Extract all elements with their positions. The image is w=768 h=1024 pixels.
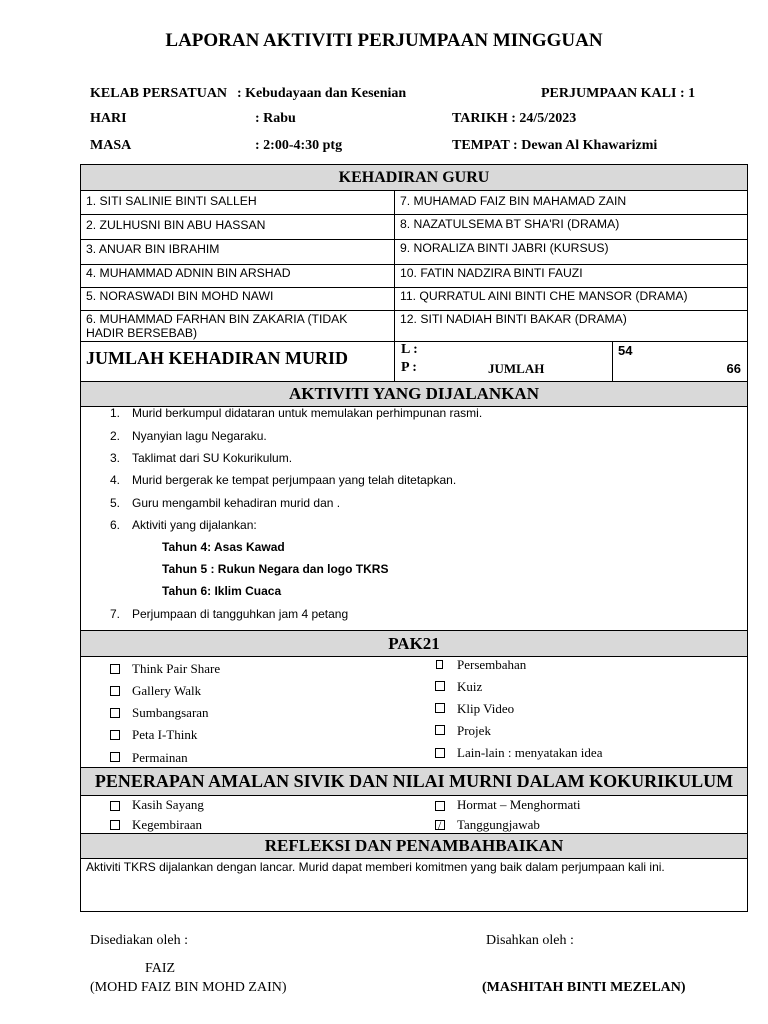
perjumpaan-kali: PERJUMPAAN KALI : 1 — [541, 86, 696, 101]
guru-1: 1. SITI SALINIE BINTI SALLEH — [86, 194, 257, 208]
checkbox-kegembiraan[interactable] — [110, 820, 120, 830]
checkbox-klip-video[interactable] — [435, 703, 445, 713]
masa-label: MASA — [90, 138, 132, 153]
kelab-label: KELAB PERSATUAN — [90, 86, 228, 101]
aktiviti-item-1: Murid berkumpul didataran untuk memulakan perhimpunan rasmi. — [132, 406, 483, 420]
jumlah-kehadiran-murid-label: JUMLAH KEHADIRAN MURID — [86, 348, 348, 368]
aktiviti-num-7: 7. — [110, 607, 121, 621]
report-title: LAPORAN AKTIVITI PERJUMPAAN MINGGUAN — [165, 30, 603, 51]
guru-9: 9. NORALIZA BINTI JABRI (KURSUS) — [400, 241, 609, 255]
tempat: TEMPAT : Dewan Al Khawarizmi — [452, 138, 658, 153]
guru-7: 7. MUHAMAD FAIZ BIN MAHAMAD ZAIN — [400, 194, 627, 208]
guru-6: 6. MUHAMMAD FARHAN BIN ZAKARIA (TIDAK — [86, 312, 348, 326]
kelab-value: : Kebudayaan dan Kesenian — [237, 86, 407, 101]
aktiviti-item-7: Perjumpaan di tangguhkan jam 4 petang — [132, 607, 349, 621]
aktiviti-num-3: 3. — [110, 451, 121, 465]
guru-11: 11. QURRATUL AINI BINTI CHE MANSOR (DRAMA) — [400, 289, 688, 303]
checkbox-peta-i-think[interactable] — [110, 730, 120, 740]
aktiviti-num-1: 1. — [110, 406, 121, 420]
guru-4: 4. MUHAMMAD ADNIN BIN ARSHAD — [86, 266, 291, 280]
preparer-full-name: (MOHD FAIZ BIN MOHD ZAIN) — [90, 980, 287, 995]
aktiviti-item-6: Aktiviti yang dijalankan: — [132, 518, 257, 532]
refleksi-heading: REFLEKSI DAN PENAMBAHBAIKAN — [81, 834, 747, 858]
masa-value: : 2:00-4:30 ptg — [255, 138, 343, 153]
tarikh: TARIKH : 24/5/2023 — [452, 111, 577, 126]
approver-name: (MASHITAH BINTI MEZELAN) — [482, 980, 686, 995]
aktiviti-num-4: 4. — [110, 473, 121, 487]
sivik-heading: PENERAPAN AMALAN SIVIK DAN NILAI MURNI DALAM KOKURIKULUM — [81, 768, 747, 795]
disediakan-label: Disediakan oleh : — [90, 933, 188, 948]
check-mark-icon: / — [438, 818, 442, 832]
guru-5: 5. NORASWADI BIN MOHD NAWI — [86, 289, 274, 303]
jumlah-label: JUMLAH — [488, 361, 545, 376]
aktiviti-num-5: 5. — [110, 496, 121, 510]
label-think-pair-share: Think Pair Share — [132, 661, 221, 676]
pak21-heading: PAK21 — [81, 631, 747, 656]
label-klip-video: Klip Video — [457, 701, 515, 716]
guru-12: 12. SITI NADIAH BINTI BAKAR (DRAMA) — [400, 312, 627, 326]
aktiviti-item-4: Murid bergerak ke tempat perjumpaan yang telah ditetapkan. — [132, 473, 457, 487]
l-value: 54 — [618, 343, 633, 358]
checkbox-kuiz[interactable] — [435, 681, 445, 691]
checkbox-projek[interactable] — [435, 725, 445, 735]
kehadiran-guru-heading: KEHADIRAN GURU — [81, 165, 747, 190]
preparer-short-name: FAIZ — [145, 961, 176, 976]
label-hormat-menghormati: Hormat – Menghormati — [457, 797, 581, 812]
checkbox-sumbangsaran[interactable] — [110, 708, 120, 718]
label-projek: Projek — [457, 723, 491, 738]
guru-8: 8. NAZATULSEMA BT SHA'RI (DRAMA) — [400, 217, 620, 231]
refleksi-text: Aktiviti TKRS dijalankan dengan lancar. Murid dapat memberi komitmen yang baik dalam perjumpaan kali ini. — [86, 860, 665, 874]
aktiviti-item-3: Taklimat dari SU Kokurikulum. — [132, 451, 293, 465]
label-lain-lain: Lain-lain : menyatakan idea — [457, 745, 603, 760]
guru-10: 10. FATIN NADZIRA BINTI FAUZI — [400, 266, 583, 280]
aktiviti-item-2: Nyanyian lagu Negaraku. — [132, 429, 267, 443]
tahun-4: Tahun 4: Asas Kawad — [162, 540, 285, 554]
l-label: L : — [401, 342, 418, 357]
hari-value: : Rabu — [255, 111, 296, 126]
aktiviti-num-6: 6. — [110, 518, 121, 532]
label-peta-i-think: Peta I-Think — [132, 727, 198, 742]
checkbox-persembahan[interactable] — [436, 660, 443, 669]
label-kegembiraan: Kegembiraan — [132, 817, 203, 832]
guru-2: 2. ZULHUSNI BIN ABU HASSAN — [86, 218, 266, 232]
label-sumbangsaran: Sumbangsaran — [132, 705, 209, 720]
hari-label: HARI — [90, 111, 127, 126]
disahkan-label: Disahkan oleh : — [486, 933, 574, 948]
checkbox-hormat-menghormati[interactable] — [435, 801, 445, 811]
checkbox-lain-lain[interactable] — [435, 748, 445, 758]
aktiviti-item-5: Guru mengambil kehadiran murid dan . — [132, 496, 341, 510]
label-persembahan: Persembahan — [457, 657, 527, 672]
label-tanggungjawab: Tanggungjawab — [457, 817, 540, 832]
checkbox-permainan[interactable] — [110, 752, 120, 762]
tahun-5: Tahun 5 : Rukun Negara dan logo TKRS — [162, 562, 389, 576]
checkbox-tanggungjawab[interactable] — [435, 820, 445, 830]
checkbox-kasih-sayang[interactable] — [110, 801, 120, 811]
label-permainan: Permainan — [132, 750, 188, 765]
report-table — [80, 164, 748, 912]
aktiviti-heading: AKTIVITI YANG DIJALANKAN — [81, 382, 747, 406]
label-gallery-walk: Gallery Walk — [132, 683, 202, 698]
tahun-6: Tahun 6: Iklim Cuaca — [162, 584, 282, 598]
aktiviti-num-2: 2. — [110, 429, 121, 443]
jumlah-value: 66 — [726, 361, 741, 376]
checkbox-think-pair-share[interactable] — [110, 664, 120, 674]
guru-3: 3. ANUAR BIN IBRAHIM — [86, 242, 220, 256]
p-label: P : — [401, 360, 417, 375]
checkbox-gallery-walk[interactable] — [110, 686, 120, 696]
label-kuiz: Kuiz — [457, 679, 483, 694]
guru-6-note: HADIR BERSEBAB) — [86, 326, 198, 340]
label-kasih-sayang: Kasih Sayang — [132, 797, 204, 812]
